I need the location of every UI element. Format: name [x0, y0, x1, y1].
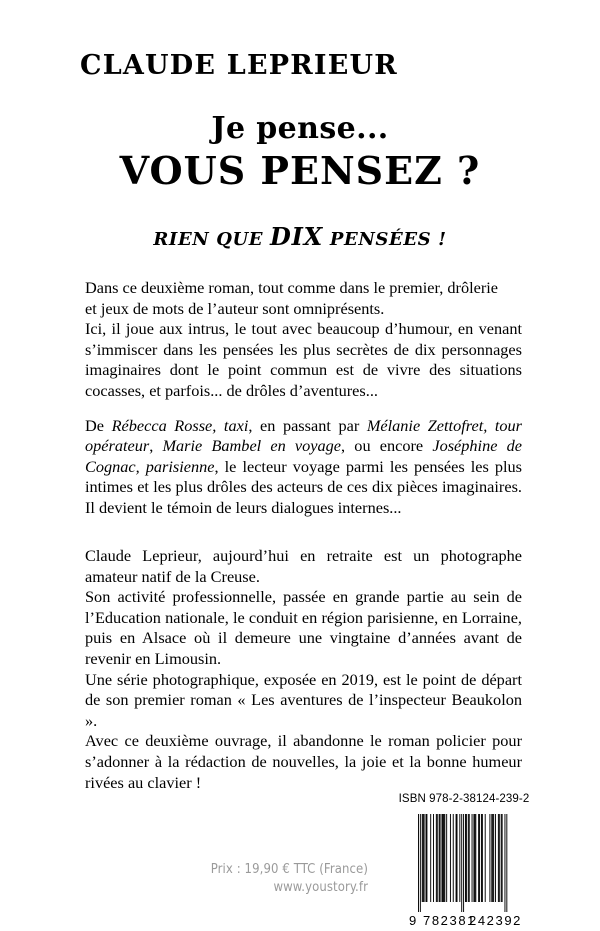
subtitle-part-before: RIEN QUE [153, 229, 270, 250]
biography-paragraph-1: Claude Leprieur, aujourd’hui en retraite est un photographe amateur natif de la Creuse. [85, 546, 522, 586]
synopsis-paragraph-1 [85, 278, 522, 319]
biography-paragraph-4: Avec ce deuxième ouvrage, il abandonne le roman policier pour s’adonner à la rédaction de nouvelles, la joie et la bonne humeur rivées au clavier ! [85, 731, 522, 792]
synopsis-paragraph-3 [85, 416, 522, 519]
synopsis-p3-seg-5: , le lecteur voyage parmi les pensées les plus intimes et les plus drôles des acteurs de ces dix pièces imaginaires. Il devient le témoin de leurs dialogues internes... [85, 456, 522, 517]
character-marie-bambel: Marie Bambel en voyage [162, 436, 342, 456]
title-block [0, 112, 600, 192]
synopsis-p1-line-2: et jeux de mots de l’auteur sont omniprésents. [85, 298, 385, 318]
price-and-site-block [120, 861, 368, 897]
synopsis-p3-seg-2: , en passant par [248, 415, 367, 435]
barcode-right-group: 242392 [469, 913, 522, 928]
price-label: Prix : 19,90 € TTC (France) [210, 862, 368, 877]
subtitle-emphasis-dix: DIX [269, 222, 324, 251]
biography-paragraph-2: Son activité professionnelle, passée en grande partie au sein de l’Education nationale, le conduit en région parisienne, en Lorraine, puis en Alsace où il demeure une vingtaine d’années avant de revenir en Limousin. [85, 587, 522, 668]
synopsis-text-block [85, 278, 522, 519]
author-name: CLAUDE LEPRIEUR [80, 50, 398, 81]
book-subtitle [0, 222, 600, 251]
book-title-line-2: VOUS PENSEZ ? [119, 147, 481, 193]
synopsis-p3-seg-3: , [149, 436, 163, 456]
ean13-barcode [406, 812, 524, 930]
synopsis-p3-seg-1: De [85, 415, 112, 435]
synopsis-p3-seg-4: , ou encore [341, 436, 433, 456]
barcode-svg [406, 812, 524, 930]
isbn-label: ISBN 978-2-38124-239-2 [398, 793, 530, 805]
biography-paragraph-3: Une série photographique, exposée en 2019, est le point de départ de son premier roman « Les aventures de l’inspecteur Beaukolon ». [85, 669, 522, 730]
barcode-left-group: 782381 [423, 913, 476, 928]
character-melanie-zettofret: Mélanie Zettofret, tour opérateur [85, 415, 523, 456]
book-title-line-1: Je pense... [211, 111, 389, 146]
barcode-lead-digit: 9 [409, 913, 417, 928]
biography-text-block [85, 546, 522, 793]
character-rebecca-rosse: Rébecca Rosse, taxi [111, 415, 249, 435]
synopsis-p1-line-1: Dans ce deuxième roman, tout comme dans le premier, drôlerie [85, 278, 499, 297]
synopsis-paragraph-2: Ici, il joue aux intrus, le tout avec beaucoup d’humour, en venant s’immiscer dans les pensées les plus secrètes de dix personnages imaginaires dont le point commun est de vivre des situations cocasses, et parfois... de drôles d’aventures... [85, 319, 522, 400]
publisher-website[interactable]: www.youstory.fr [273, 880, 368, 895]
paragraph-spacer [85, 402, 522, 416]
subtitle-part-after: PENSÉES ! [323, 229, 447, 250]
character-josephine-de-cognac: Joséphine de Cognac, parisienne [85, 436, 522, 476]
